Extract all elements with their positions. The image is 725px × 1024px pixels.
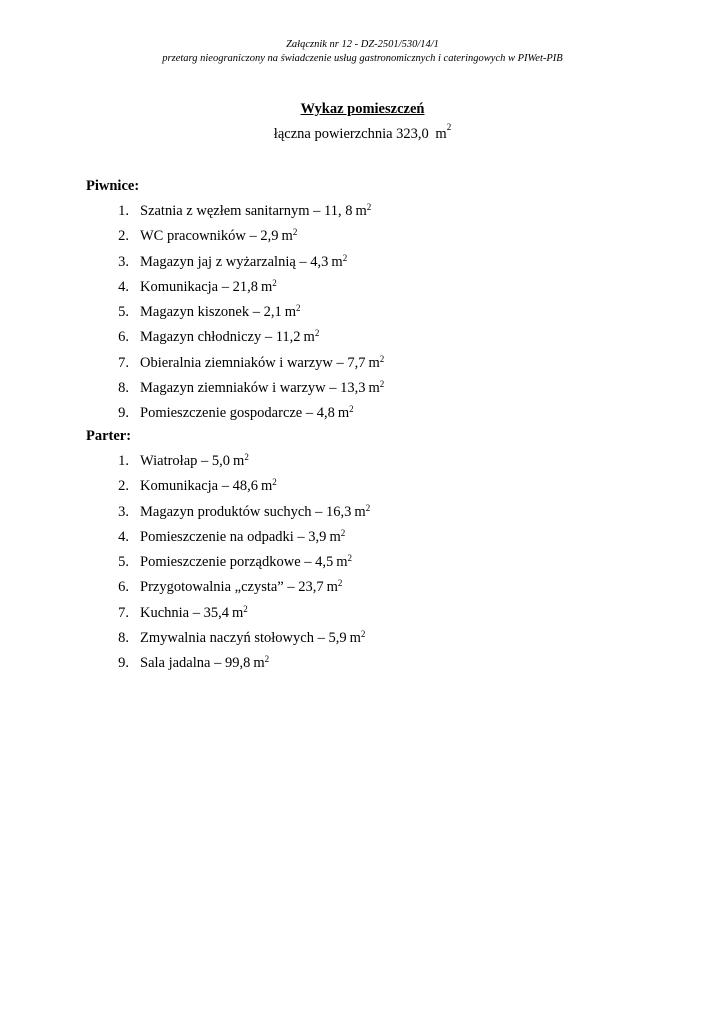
room-list xyxy=(86,199,686,427)
item-text: Komunikacja – 21,8 xyxy=(140,278,258,295)
item-number: 2. xyxy=(118,478,129,495)
item-text: Magazyn produktów suchych – 16,3 xyxy=(140,503,352,520)
room-item xyxy=(86,250,686,275)
item-exp: 2 xyxy=(292,227,298,238)
total-area-label: łączna powierzchnia 323,0 xyxy=(273,126,429,142)
item-unit: m xyxy=(232,604,244,621)
item-exp: 2 xyxy=(296,303,301,314)
item-number: 8. xyxy=(118,380,129,397)
item-text: Pomieszczenie gospodarcze – 4,8 xyxy=(140,405,335,422)
item-number: 9. xyxy=(118,405,129,422)
total-area-exp: 2 xyxy=(446,122,452,132)
room-item xyxy=(86,474,686,499)
room-item xyxy=(86,575,686,600)
item-unit: m xyxy=(355,203,367,219)
item-number: 4. xyxy=(118,278,129,295)
item-number: 6. xyxy=(118,579,129,596)
item-number: 2. xyxy=(118,228,129,245)
item-number: 3. xyxy=(118,253,129,270)
item-number: 1. xyxy=(118,203,129,219)
item-number: 9. xyxy=(118,655,129,672)
item-unit: m xyxy=(261,478,273,495)
header-line-1: Załącznik nr 12 - DZ-2501/530/14/1 xyxy=(286,39,439,50)
item-unit: m xyxy=(233,453,245,469)
item-unit: m xyxy=(368,354,380,371)
section-title: Parter: xyxy=(86,428,132,444)
item-exp: 2 xyxy=(340,527,346,538)
room-item xyxy=(86,325,686,350)
item-text: Kuchnia – 35,4 xyxy=(140,604,229,621)
item-unit: m xyxy=(337,405,350,422)
item-unit: m xyxy=(281,228,293,245)
item-unit: m xyxy=(284,304,297,321)
room-item xyxy=(86,199,686,224)
item-exp: 2 xyxy=(337,578,343,589)
room-item xyxy=(86,376,686,401)
item-text: Przygotowalnia „czysta” – 23,7 xyxy=(140,579,324,596)
section-piwnice xyxy=(86,174,686,427)
document-title: Wykaz pomieszczeń xyxy=(300,101,425,117)
item-unit: m xyxy=(253,655,265,672)
item-exp: 2 xyxy=(365,502,371,513)
item-exp: 2 xyxy=(314,328,320,339)
item-text: Zmywalnia naczyń stołowych – 5,9 xyxy=(140,630,347,647)
item-text: Magazyn jaj z wyżarzalnią – 4,3 xyxy=(140,253,329,270)
item-exp: 2 xyxy=(272,477,277,488)
item-unit: m xyxy=(349,630,361,647)
item-text: Pomieszczenie porządkowe – 4,5 xyxy=(140,554,334,571)
section-parter xyxy=(86,424,686,677)
item-unit: m xyxy=(368,380,380,397)
item-unit: m xyxy=(329,528,341,545)
item-number: 6. xyxy=(118,329,129,346)
document-header xyxy=(0,38,725,66)
room-item xyxy=(86,601,686,626)
item-exp: 2 xyxy=(379,353,385,364)
item-text: Komunikacja – 48,6 xyxy=(140,478,258,495)
item-exp: 2 xyxy=(244,452,249,462)
room-item xyxy=(86,550,686,575)
room-item xyxy=(86,275,686,300)
item-text: WC pracowników – 2,9 xyxy=(140,228,279,245)
item-unit: m xyxy=(331,253,343,270)
item-exp: 2 xyxy=(366,202,372,212)
item-number: 5. xyxy=(118,304,129,321)
item-exp: 2 xyxy=(272,277,277,288)
item-text: Sala jadalna – 99,8 xyxy=(140,655,251,672)
item-number: 7. xyxy=(118,604,129,621)
room-item xyxy=(86,449,686,474)
item-number: 7. xyxy=(118,354,129,371)
item-number: 8. xyxy=(118,630,129,647)
item-number: 5. xyxy=(118,554,129,571)
item-number: 4. xyxy=(118,528,129,545)
item-unit: m xyxy=(336,554,348,571)
item-exp: 2 xyxy=(347,553,353,564)
room-item xyxy=(86,626,686,651)
item-exp: 2 xyxy=(342,252,348,263)
header-line-2: przetarg nieograniczony na świadczenie usług gastronomicznych i cateringowych w PIWet-PIB xyxy=(162,53,563,64)
item-number: 3. xyxy=(118,503,129,520)
item-exp: 2 xyxy=(349,404,354,415)
item-exp: 2 xyxy=(243,603,248,614)
item-text: Szatnia z węzłem sanitarnym – 11, 8 xyxy=(140,203,353,219)
item-exp: 2 xyxy=(360,629,366,640)
room-item xyxy=(86,351,686,376)
room-item xyxy=(86,500,686,525)
item-number: 1. xyxy=(118,453,129,469)
item-text: Magazyn ziemniaków i warzyw – 13,3 xyxy=(140,380,366,397)
room-item xyxy=(86,300,686,325)
section-title: Piwnice: xyxy=(86,178,140,194)
item-text: Pomieszczenie na odpadki – 3,9 xyxy=(140,528,327,545)
item-unit: m xyxy=(261,278,273,295)
room-item xyxy=(86,525,686,550)
item-unit: m xyxy=(354,503,366,520)
item-exp: 2 xyxy=(264,654,270,665)
item-text: Obieralnia ziemniaków i warzyw – 7,7 xyxy=(140,354,366,371)
item-text: Magazyn chłodniczy – 11,2 xyxy=(140,329,301,346)
total-area xyxy=(0,122,725,143)
room-item xyxy=(86,651,686,676)
item-text: Magazyn kiszonek – 2,1 xyxy=(140,304,282,321)
item-text: Wiatrołap – 5,0 xyxy=(140,453,231,469)
total-area-unit: m xyxy=(435,126,447,142)
room-item xyxy=(86,401,686,426)
item-unit: m xyxy=(303,329,315,346)
room-item xyxy=(86,224,686,249)
item-unit: m xyxy=(326,579,338,596)
item-exp: 2 xyxy=(379,379,385,390)
room-list xyxy=(86,449,686,677)
